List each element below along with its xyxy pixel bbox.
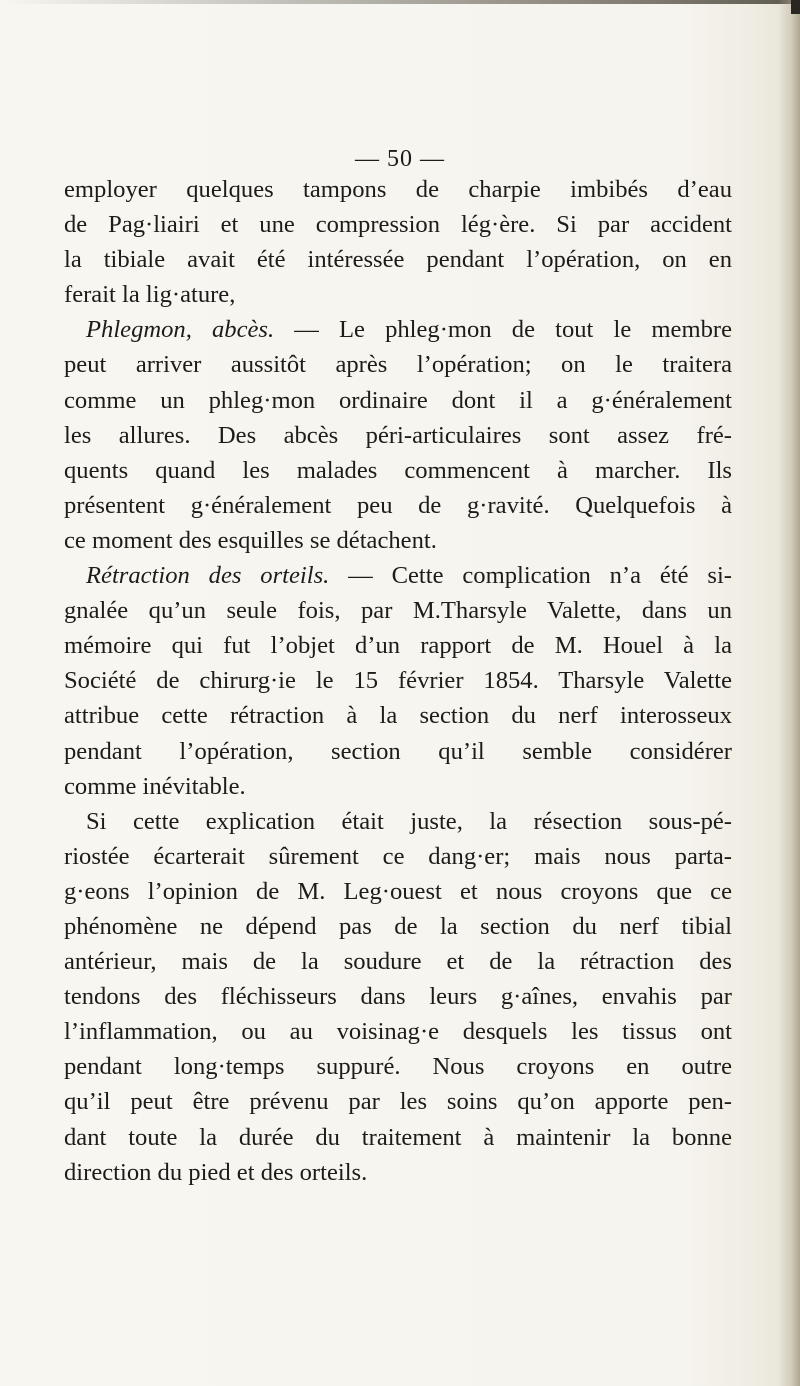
line-text: direction du pied et des orteils. [64,1158,368,1186]
text-line [64,874,732,909]
line-text: antérieur, mais de la soudure et de la rétraction des [64,948,732,976]
line-text: Société de chirurg·ie le 15 février 1854. Tharsyle Valette [64,667,732,695]
text-line [64,347,732,382]
text-line [64,944,732,979]
section-heading-line [64,558,732,593]
line-text: riostée écarterait sûrement ce dang·er; mais nous parta- [64,842,732,870]
line-text: dant toute la durée du traitement à maintenir la bonne [64,1123,732,1151]
text-line [64,698,732,733]
text-line [64,593,732,628]
page-edge-shadow [778,0,800,1386]
line-text: employer quelques tampons de charpie imbibés d’eau [64,176,732,203]
line-text: ferait la lig·ature, [64,281,236,309]
text-line [64,769,732,804]
text-line [64,172,732,207]
text-line [64,488,732,523]
line-text: pendant l’opération, section qu’il semble considérer [64,737,732,765]
line-text: Si cette explication était juste, la résection sous-pé- [86,807,732,835]
line-text: ce moment des esquilles se détachent. [64,526,437,554]
line-text: l’inflammation, ou au voisinag·e desquels les tissus ont [64,1018,732,1046]
line-text: présentent g·énéralement peu de g·ravité. Quelquefois à [64,491,732,519]
section-heading: Rétraction des orteils. [86,562,330,590]
text-line [64,909,732,944]
line-text: quents quand les malades commencent à marcher. Ils [64,456,732,484]
line-text: tendons des fléchisseurs dans leurs g·aînes, envahis par [64,983,732,1011]
text-line [64,1120,732,1155]
text-line [64,979,732,1014]
text-line [64,383,732,418]
text-line [64,734,732,769]
line-text: mémoire qui fut l’objet d’un rapport de M. Houel à la [64,632,732,660]
line-text: de Pag·liairi et une compression lég·ère. Si par accident [64,211,732,239]
text-line [64,1014,732,1049]
text-line [64,277,732,312]
section-heading-line [64,312,732,347]
text-line [64,1084,732,1119]
line-text: comme inévitable. [64,772,246,800]
page-number: — 50 — [355,146,445,172]
text-line [64,839,732,874]
top-edge-shadow [0,0,800,4]
corner-mark [791,0,800,14]
line-text: la tibiale avait été intéressée pendant l’opération, on en [64,246,732,274]
body-text [64,172,732,1190]
text-line [64,418,732,453]
line-text: attribue cette rétraction à la section du nerf interosseux [64,702,732,730]
line-text: g·eons l’opinion de M. Leg·ouest et nous croyons que ce [64,877,732,905]
line-text: gnalée qu’un seule fois, par M.Tharsyle Valette, dans un [64,597,732,625]
line-text: phénomène ne dépend pas de la section du nerf tibial [64,912,732,940]
text-line [64,523,732,558]
line-text: — Cette complication n’a été si- [329,562,732,590]
text-line [64,453,732,488]
text-line [64,1155,732,1190]
line-text: — Le phleg·mon de tout le membre [274,316,732,344]
text-line [64,242,732,277]
line-text: peut arriver aussitôt après l’opération; on le traitera [64,351,732,379]
line-text: pendant long·temps suppuré. Nous croyons en outre [64,1053,732,1081]
line-text: les allures. Des abcès péri-articulaires sont assez fré- [64,421,732,449]
line-text: qu’il peut être prévenu par les soins qu’on apporte pen- [64,1088,732,1116]
text-line [64,1049,732,1084]
section-heading: Phlegmon, abcès. [86,316,275,344]
text-line [64,804,732,839]
text-line [64,207,732,242]
text-line [64,663,732,698]
line-text: comme un phleg·mon ordinaire dont il a g·énéralement [64,386,732,414]
text-line [64,628,732,663]
